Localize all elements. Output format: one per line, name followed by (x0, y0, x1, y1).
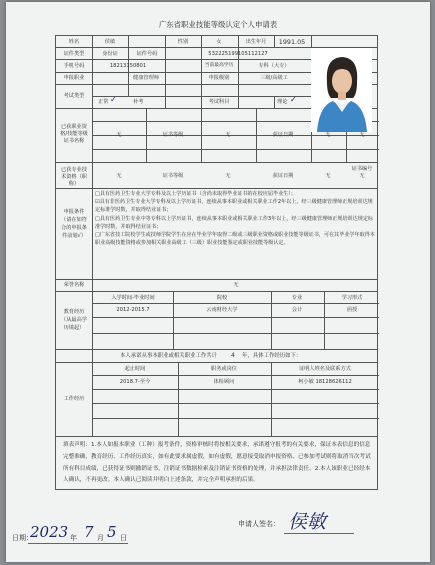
existing-title-date-label: 获证日期 (272, 173, 294, 179)
occupation-label: 申报职业 (63, 75, 85, 81)
subject-label: 考试科目 (208, 99, 230, 105)
gender-label: 性别 (177, 39, 189, 45)
honors-label: 荣誉名称 (63, 282, 85, 288)
date-month-suffix: 月 (97, 534, 104, 542)
edu-header-mode: 学习形式 (341, 295, 363, 301)
existing-cert-level-label: 证书等级 (162, 132, 184, 138)
birth-value: 1991.05 (278, 38, 306, 46)
edu-row-school: 云南财经大学 (206, 307, 238, 313)
date-label: 日期： (12, 534, 33, 542)
signature-label: 申请人签名： (238, 520, 280, 528)
work-header-position: 职务或岗位 (211, 366, 237, 372)
existing-title-level: 无 (225, 173, 231, 179)
id-no-value: 532225199105112127 (208, 51, 268, 57)
exam-type-label: 考试类型 (63, 93, 85, 99)
work-row-period: 2018.7-至今 (119, 379, 151, 385)
name-label: 姓名 (68, 39, 80, 45)
existing-cert-date-label: 获证日期 (272, 132, 294, 138)
education-level-label: 当前最高学历 (204, 63, 234, 68)
phone-value: 18213150801 (109, 63, 147, 69)
existing-title-label: 已获专业技术资格（职称） (61, 167, 87, 187)
condition-item[interactable]: □具有医药卫生专业中等专科以上学历证书，连续从事本职业或相关职业工作3年以上，经三级健康管理师正规培训达规定标准学时数，并取得结业证书； (95, 215, 374, 230)
id-type-value: 身份证 (102, 51, 118, 57)
applicant-signature: 侯敏 (288, 511, 327, 533)
exam-makeup-option[interactable]: 补考 (133, 99, 144, 105)
existing-title-no-label: 证书编号 (351, 166, 373, 172)
name-value: 侯敏 (104, 39, 116, 45)
phone-label: 手机号码 (63, 63, 85, 69)
existing-cert-no: 无 (359, 132, 365, 138)
conditions-list (95, 190, 376, 247)
edu-header-period: 入学时间-毕业时间 (111, 295, 155, 301)
existing-title-name: 无 (116, 173, 122, 179)
date-year: 2023 (30, 523, 69, 541)
existing-title-level-label: 证书等级 (162, 173, 184, 179)
honors-value: 无 (233, 282, 239, 288)
exam-normal-check-mark: ✓ (110, 95, 117, 104)
portrait-image (311, 48, 372, 132)
conditions-label: 申报条件（请在如符合的申报条件前划√） (61, 209, 87, 239)
form-title: 广东省职业技能等级认定个人申请表 (158, 20, 278, 29)
theory-check-mark: ✓ (290, 95, 297, 104)
date-day: 5 (107, 523, 117, 541)
date-month: 7 (84, 523, 94, 541)
edu-row-mode: 函授 (346, 307, 358, 313)
level-label: 申报级别 (208, 75, 230, 81)
existing-title-date: 无 (325, 173, 331, 179)
education-level-value: 专科（大专） (258, 63, 290, 69)
work-history-label: 工作经历 (63, 396, 85, 402)
declaration-text: 填表声明：1.本人如报本职业（工种）报考条件，资格审核时将按相关要求，承诺遵守报考的有关要求，保证本表信息的信息完整准确，教育经历、工作经历真实，如有此要求属虚假，如有虚假，愿意接受取消申报资格、已参加考试则将取消当次考试所有科目成绩，已获得证书则撤销证书，注销证书数据检索及注销证书资格的处理，并承担法律责任。2.本人该职业已经经本人确认，不再更改。本人确认已阅读并明白上述条款，并完全声明承担的后果。 (63, 442, 371, 484)
edu-row-major: 会计 (291, 307, 303, 313)
application-form-paper (6, 2, 430, 562)
work-years-value: 4 (231, 352, 235, 359)
gender-value: 女 (216, 39, 222, 45)
edu-row-period: 2012-2015.7 (116, 307, 150, 313)
work-row-position: 体检顾问 (213, 379, 235, 385)
existing-cert-level: 无 (225, 132, 231, 138)
existing-cert-date: 无 (325, 132, 331, 138)
date-year-suffix: 年 (70, 534, 77, 542)
exam-normal-option[interactable]: 正常 (98, 99, 109, 105)
date-day-suffix: 日 (120, 534, 127, 542)
work-header-reference: 证明人姓名及联系方式 (299, 366, 351, 372)
level-value: 三级/高级工 (260, 75, 288, 81)
existing-cert-label: 已获职业资格/技能等级证书名称 (60, 124, 88, 144)
id-no-label: 证件号码 (136, 51, 158, 57)
id-type-label: 证件类型 (63, 51, 85, 57)
work-header-period: 起止时间 (124, 366, 146, 372)
subject-theory-option[interactable]: 理论 (277, 99, 288, 105)
condition-item[interactable]: □具有医药卫生专业大学专科及以上学历证书（含尚未取得毕业证书的在校应届毕业生）； (95, 191, 296, 197)
existing-title-no: 无 (359, 173, 365, 179)
occupation-value: 健康管理师 (133, 75, 159, 81)
edu-header-school: 院校 (216, 295, 228, 301)
edu-header-major: 专业 (291, 295, 303, 301)
education-history-label: 教育经历（从最高学历填起） (61, 309, 87, 331)
work-years-suffix: 年，具体工作经历如下： (242, 353, 302, 359)
condition-item[interactable]: ☑具有非医药卫生专业大学专科及以上学历证书，连续从事本职业或相关职业工作2年以上，经三级健康管理师正规培训达规定标准学时数，并取得结业证书； (95, 199, 373, 214)
work-years-intro: 本人承诺从事本职业或相关职业工作共计 (120, 353, 218, 359)
birth-label: 出生年月 (245, 39, 267, 45)
existing-cert-name: 无 (116, 132, 122, 138)
work-row-reference: 柯小敏 18128626112 (298, 379, 352, 385)
applicant-photo (311, 48, 372, 132)
condition-item[interactable]: □广东省技工院校学生或技师学院学生在应在毕业学年取得二级或三级职业资格或职业技能等级证书，可在其毕业学年取得本职业高级技能资格或参加相关职业高级工（三级）职业技能鉴定或职业技能等级认定。 (95, 232, 375, 247)
